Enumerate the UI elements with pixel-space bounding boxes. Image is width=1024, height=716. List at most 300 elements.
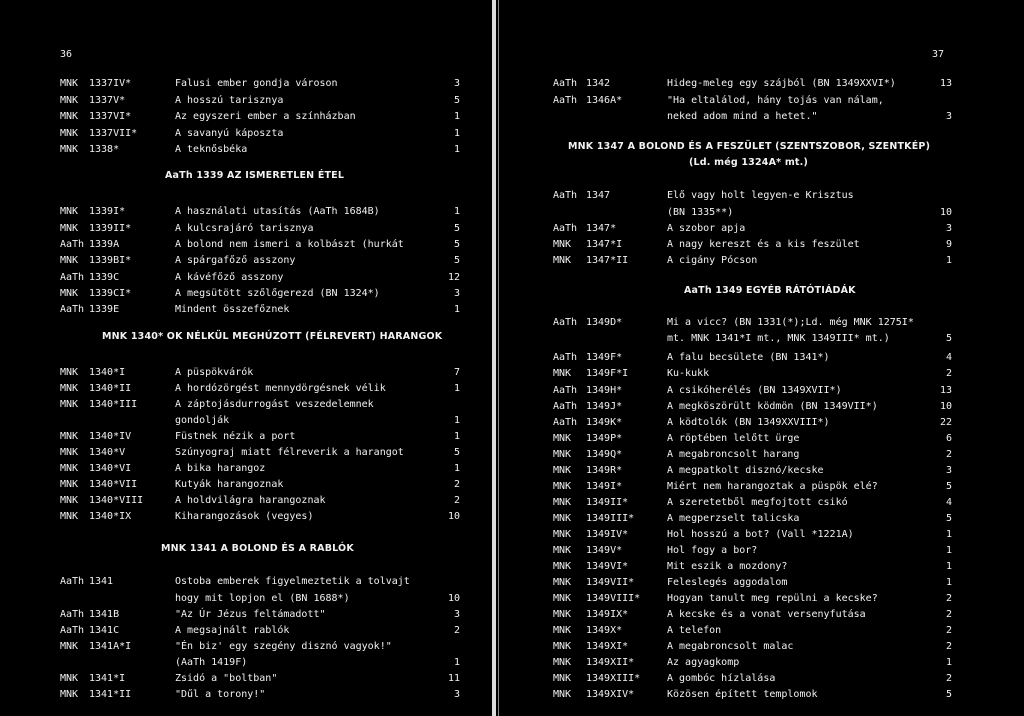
catalog-number: 1349F* [586,352,623,363]
entry-row [60,303,462,317]
entry-row [553,496,954,510]
catalog-source: MNK [60,144,79,155]
catalog-source: AaTh [553,385,578,396]
variant-count: 11 [447,673,460,684]
variant-count: 1 [453,463,460,474]
catalog-source: AaTh [60,272,85,283]
catalog-number: 1349P* [586,433,623,444]
catalog-number: 1349XIII* [586,673,641,684]
catalog-number: 1349VI* [586,561,629,572]
catalog-source: MNK [553,561,572,572]
section-heading: MNK 1347 A BOLOND ÉS A FESZÜLET (SZENTSZOBOR, SZENTKÉP) [568,141,931,152]
variant-count: 3 [453,689,460,700]
catalog-number: 1349R* [586,465,623,476]
entry-row [60,398,462,412]
entry-row [60,640,462,654]
tale-title: mt. MNK 1341*I mt., MNK 1349III* mt.) [667,333,890,344]
entry-row [553,367,954,381]
catalog-number: 1340*III [89,399,138,410]
section-heading: AaTh 1349 EGYÉB RÁTÓTIÁDÁK [684,285,856,296]
tale-title: A ködtolók (BN 1349XXVIII*) [667,417,830,428]
tale-title: A falu becsülete (BN 1341*) [667,352,830,363]
variant-count: 1 [453,415,460,426]
entry-row [60,575,462,589]
entry-row [553,688,954,702]
catalog-source: MNK [60,78,79,89]
book-gutter [492,0,496,716]
catalog-number: 1341A*I [89,641,132,652]
variant-count: 12 [447,272,460,283]
variant-count: 2 [945,625,952,636]
variant-count: 1 [453,657,460,668]
entry-row [553,576,954,590]
catalog-source: AaTh [60,576,85,587]
catalog-source: MNK [553,641,572,652]
catalog-number: 1341B [89,609,120,620]
entry-row [60,143,462,157]
catalog-source: AaTh [60,304,85,315]
tale-title: A kávéfőző asszony [175,272,284,283]
catalog-number: 1349X* [586,625,623,636]
tale-title: A hordózörgést mennydörgésnek vélik [175,383,386,394]
catalog-source: MNK [60,128,79,139]
catalog-source: AaTh [553,417,578,428]
variant-count: 3 [453,609,460,620]
variant-count: 2 [945,609,952,620]
entry-row [553,238,954,252]
entry-row [553,254,954,268]
entry-row [553,189,954,203]
catalog-number: 1340*VII [89,479,138,490]
catalog-source: AaTh [553,317,578,328]
entry-row [60,205,462,219]
variant-count: 2 [945,368,952,379]
entry-row [60,414,462,428]
catalog-source: MNK [553,465,572,476]
catalog-number: 1339A [89,239,120,250]
catalog-number: 1340*I [89,367,126,378]
catalog-source: MNK [60,383,79,394]
tale-title: A röptében lelőtt ürge [667,433,800,444]
catalog-number: 1340*VIII [89,495,144,506]
catalog-source: MNK [60,288,79,299]
catalog-source: MNK [553,529,572,540]
catalog-source: MNK [553,497,572,508]
catalog-number: 1337IV* [89,78,132,89]
catalog-source: MNK [553,689,572,700]
catalog-source: MNK [60,367,79,378]
section-heading: MNK 1341 A BOLOND ÉS A RABLÓK [161,543,354,554]
variant-count: 2 [453,625,460,636]
catalog-number: 1339C [89,272,120,283]
tale-title: A csikóherélés (BN 1349XVII*) [667,385,842,396]
catalog-number: 1349V* [586,545,623,556]
catalog-number: 1347*II [586,255,629,266]
tale-title: A záptojásdurrogást veszedelemnek [175,399,374,410]
tale-title: Feleslegés aggodalom [667,577,788,588]
catalog-number: 1339I* [89,206,126,217]
catalog-source: MNK [553,545,572,556]
catalog-number: 1340*II [89,383,132,394]
entry-row [60,366,462,380]
entry-row [553,222,954,236]
catalog-source: MNK [553,433,572,444]
entry-row [553,206,954,220]
catalog-number: 1337V* [89,95,126,106]
entry-row [553,512,954,526]
tale-title: A telefon [667,625,722,636]
entry-row [60,494,462,508]
tale-title: Közösen épített templomok [667,689,818,700]
entry-row [553,624,954,638]
entry-row [553,384,954,398]
catalog-number: 1349VIII* [586,593,641,604]
catalog-source: MNK [553,609,572,620]
tale-title: Szúnyograj miatt félreverik a harangot [175,447,404,458]
catalog-number: 1341*I [89,673,126,684]
entry-row [553,528,954,542]
catalog-number: 1341 [89,576,114,587]
catalog-number: 1349II* [586,497,629,508]
catalog-source: MNK [60,689,79,700]
catalog-number: 1341C [89,625,120,636]
variant-count: 13 [939,78,952,89]
entry-row [60,592,462,606]
tale-title: A kulcsrajáró tarisznya [175,223,314,234]
variant-count: 2 [453,495,460,506]
catalog-source: AaTh [60,239,85,250]
entry-row [553,332,954,346]
catalog-source: MNK [60,206,79,217]
entry-row [553,448,954,462]
tale-title: A megköszörült ködmön (BN 1349VII*) [667,401,878,412]
catalog-number: 1342 [586,78,611,89]
catalog-source: AaTh [60,625,85,636]
catalog-number: 1349XI* [586,641,629,652]
entry-row [553,672,954,686]
catalog-source: MNK [553,513,572,524]
catalog-source: AaTh [60,609,85,620]
book-gutter-line [498,0,499,716]
tale-title: Zsidó a "boltban" [175,673,278,684]
variant-count: 10 [939,401,952,412]
tale-title: A megperzselt talicska [667,513,800,524]
tale-title: A holdvilágra harangoznak [175,495,326,506]
catalog-source: MNK [553,673,572,684]
variant-count: 5 [945,481,952,492]
entry-row [553,464,954,478]
tale-title: A megabroncsolt malac [667,641,794,652]
variant-count: 1 [945,529,952,540]
entry-row [553,316,954,330]
variant-count: 1 [945,657,952,668]
tale-title: A használati utasítás (AaTh 1684B) [175,206,380,217]
catalog-number: 1347* [586,223,617,234]
catalog-source: MNK [60,641,79,652]
catalog-source: AaTh [553,401,578,412]
variant-count: 7 [453,367,460,378]
tale-title: A megsajnált rablók [175,625,290,636]
catalog-number: 1349IX* [586,609,629,620]
tale-title: A püspökvárók [175,367,254,378]
catalog-number: 1349F*I [586,368,629,379]
tale-title: Elő vagy holt legyen-e Krisztus [667,190,854,201]
catalog-source: MNK [60,673,79,684]
catalog-source: MNK [553,368,572,379]
entry-row [60,238,462,252]
entry-row [553,432,954,446]
tale-title: hogy mit lopjon el (BN 1688*) [175,593,350,604]
variant-count: 3 [945,465,952,476]
catalog-number: 1347*I [586,239,623,250]
catalog-number: 1339BI* [89,255,132,266]
tale-title: Hideg-meleg egy szájból (BN 1349XXVI*) [667,78,896,89]
entry-row [60,510,462,524]
entry-row [553,656,954,670]
tale-title: Az agyagkomp [667,657,740,668]
tale-title: Miért nem harangoztak a püspök elé? [667,481,878,492]
section-heading: MNK 1340* OK NÉLKÜL MEGHÚZOTT (FÉLREVERT) HARANGOK [102,331,443,342]
entry-row [60,110,462,124]
catalog-number: 1340*VI [89,463,132,474]
catalog-number: 1341*II [89,689,132,700]
variant-count: 1 [453,431,460,442]
catalog-source: MNK [60,431,79,442]
variant-count: 6 [945,433,952,444]
variant-count: 1 [453,144,460,155]
variant-count: 10 [939,207,952,218]
catalog-source: MNK [60,495,79,506]
tale-title: Kutyák harangoznak [175,479,284,490]
variant-count: 10 [447,511,460,522]
variant-count: 2 [453,479,460,490]
catalog-source: MNK [553,657,572,668]
entry-row [553,351,954,365]
tale-title: A kecske és a vonat versenyfutása [667,609,866,620]
catalog-number: 1349III* [586,513,635,524]
tale-title: Füstnek nézik a port [175,431,296,442]
variant-count: 5 [945,513,952,524]
entry-row [60,94,462,108]
tale-title: A gombóc hízlalása [667,673,776,684]
variant-count: 3 [453,288,460,299]
catalog-source: MNK [553,255,572,266]
catalog-number: 1349VII* [586,577,635,588]
tale-title: Mi a vicc? (BN 1331(*);Ld. még MNK 1275I* [667,317,914,328]
variant-count: 5 [453,239,460,250]
right-page [504,0,1024,716]
variant-count: 2 [945,593,952,604]
entry-row [60,462,462,476]
tale-title: Mit eszik a mozdony? [667,561,788,572]
entry-row [553,544,954,558]
tale-title: gondolják [175,415,230,426]
catalog-number: 1340*IX [89,511,132,522]
tale-title: A teknősbéka [175,144,248,155]
tale-title: A nagy kereszt és a kis feszület [667,239,860,250]
entry-row [60,287,462,301]
entry-row [60,608,462,622]
section-heading: (Ld. még 1324A* mt.) [689,157,809,168]
catalog-source: MNK [553,481,572,492]
variant-count: 2 [945,449,952,460]
catalog-number: 1349XIV* [586,689,635,700]
tale-title: A megsütött szőlőgerezd (BN 1324*) [175,288,380,299]
variant-count: 5 [945,689,952,700]
catalog-source: MNK [553,449,572,460]
catalog-source: MNK [553,239,572,250]
catalog-source: MNK [553,625,572,636]
entry-row [60,624,462,638]
entry-row [60,672,462,686]
entry-row [553,480,954,494]
tale-title: Hol fogy a bor? [667,545,758,556]
variant-count: 1 [453,383,460,394]
catalog-number: 1337VI* [89,111,132,122]
variant-count: 1 [945,545,952,556]
variant-count: 1 [945,577,952,588]
catalog-number: 1349I* [586,481,623,492]
tale-title: (AaTh 1419F) [175,657,248,668]
catalog-number: 1340*IV [89,431,132,442]
entry-row [553,400,954,414]
variant-count: 3 [453,78,460,89]
page-number: 37 [932,49,945,60]
tale-title: Hogyan tanult meg repülni a kecske? [667,593,878,604]
catalog-source: MNK [553,577,572,588]
entry-row [553,608,954,622]
tale-title: A szobor apja [667,223,746,234]
entry-row [60,446,462,460]
tale-title: A hosszú tarisznya [175,95,284,106]
variant-count: 2 [945,673,952,684]
tale-title: A spárgafőző asszony [175,255,296,266]
catalog-source: MNK [60,399,79,410]
variant-count: 5 [453,255,460,266]
variant-count: 3 [945,223,952,234]
tale-title: neked adom mind a hetet." [667,111,818,122]
catalog-source: AaTh [553,78,578,89]
tale-title: A megpatkolt disznó/kecske [667,465,824,476]
variant-count: 1 [453,128,460,139]
variant-count: 4 [945,352,952,363]
catalog-number: 1337VII* [89,128,138,139]
tale-title: A bolond nem ismeri a kolbászt (hurkát [175,239,404,250]
catalog-number: 1340*V [89,447,126,458]
catalog-source: AaTh [553,352,578,363]
catalog-source: MNK [60,511,79,522]
variant-count: 5 [453,447,460,458]
catalog-number: 1339CI* [89,288,132,299]
entry-row [553,77,954,91]
entry-row [553,592,954,606]
entry-row [553,560,954,574]
catalog-number: 1347 [586,190,611,201]
catalog-number: 1349K* [586,417,623,428]
catalog-number: 1349XII* [586,657,635,668]
catalog-number: 1346A* [586,95,623,106]
catalog-source: MNK [60,479,79,490]
entry-row [60,688,462,702]
page-number: 36 [60,49,73,60]
entry-row [60,478,462,492]
catalog-source: AaTh [553,223,578,234]
tale-title: Ostoba emberek figyelmeztetik a tolvajt [175,576,410,587]
left-page [0,0,492,716]
variant-count: 1 [453,304,460,315]
tale-title: A bika harangoz [175,463,266,474]
variant-count: 10 [447,593,460,604]
tale-title: A szeretetből megfojtott csikó [667,497,848,508]
catalog-source: MNK [60,95,79,106]
variant-count: 5 [945,333,952,344]
variant-count: 5 [453,223,460,234]
variant-count: 9 [945,239,952,250]
tale-title: "Ha eltalálod, hány tojás van nálam, [667,95,884,106]
variant-count: 22 [939,417,952,428]
entry-row [60,127,462,141]
catalog-source: MNK [60,447,79,458]
variant-count: 3 [945,111,952,122]
catalog-source: MNK [60,463,79,474]
catalog-number: 1349IV* [586,529,629,540]
entry-row [60,382,462,396]
variant-count: 1 [453,206,460,217]
catalog-source: MNK [60,255,79,266]
variant-count: 1 [945,255,952,266]
tale-title: Mindent összefőznek [175,304,290,315]
variant-count: 13 [939,385,952,396]
catalog-number: 1349Q* [586,449,623,460]
tale-title: "Az Úr Jézus feltámadott" [175,609,326,620]
tale-title: Kiharangozások (vegyes) [175,511,314,522]
entry-row [553,94,954,108]
variant-count: 1 [945,561,952,572]
variant-count: 5 [453,95,460,106]
tale-title: Falusi ember gondja városon [175,78,338,89]
tale-title: (BN 1335**) [667,207,734,218]
catalog-source: MNK [553,593,572,604]
catalog-source: AaTh [553,190,578,201]
catalog-number: 1339II* [89,223,132,234]
catalog-source: AaTh [553,95,578,106]
catalog-source: MNK [60,223,79,234]
entry-row [553,416,954,430]
catalog-source: MNK [60,111,79,122]
tale-title: A megabroncsolt harang [667,449,800,460]
entry-row [60,271,462,285]
catalog-number: 1349H* [586,385,623,396]
tale-title: Ku-kukk [667,368,710,379]
tale-title: Az egyszeri ember a színházban [175,111,356,122]
entry-row [553,110,954,124]
catalog-number: 1338* [89,144,120,155]
entry-row [60,254,462,268]
tale-title: "Dűl a torony!" [175,689,266,700]
catalog-number: 1349J* [586,401,623,412]
section-heading: AaTh 1339 AZ ISMERETLEN ÉTEL [165,170,345,181]
variant-count: 1 [453,111,460,122]
tale-title: A cigány Pócson [667,255,758,266]
catalog-number: 1339E [89,304,120,315]
catalog-number: 1349D* [586,317,623,328]
tale-title: "Én biz' egy szegény disznó vagyok!" [175,641,392,652]
entry-row [60,430,462,444]
entry-row [60,222,462,236]
variant-count: 2 [945,641,952,652]
entry-row [60,77,462,91]
variant-count: 4 [945,497,952,508]
